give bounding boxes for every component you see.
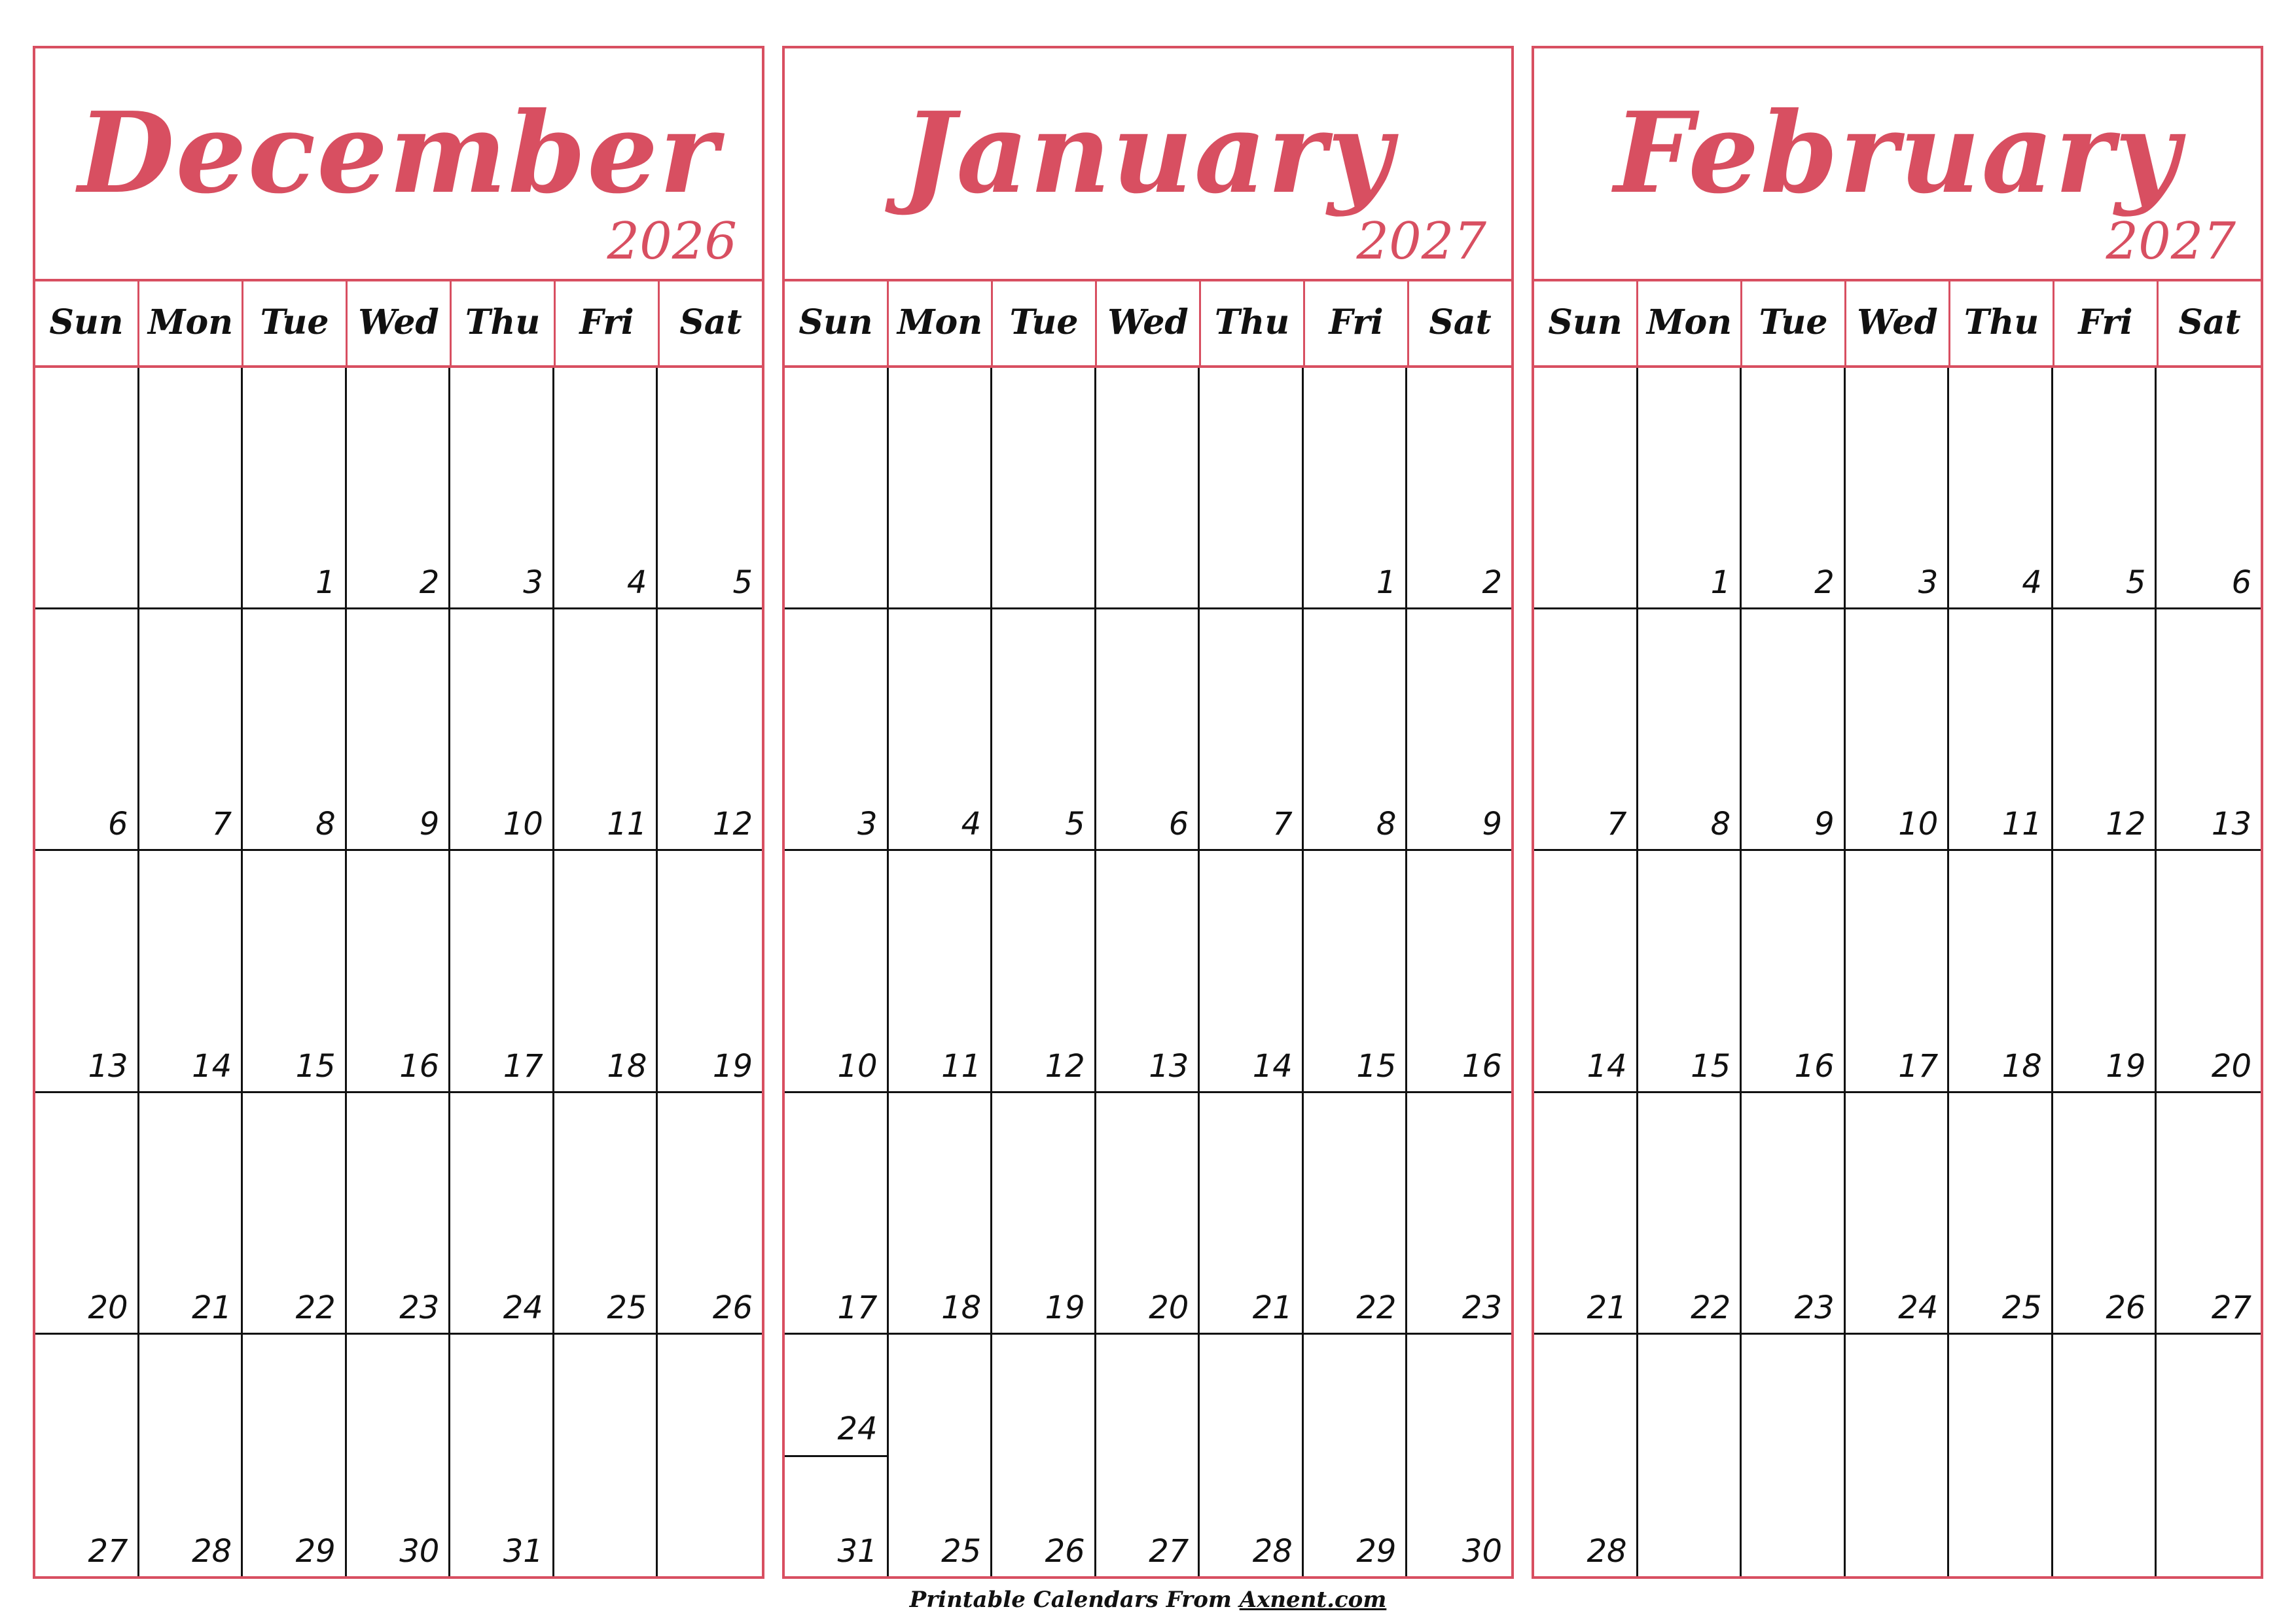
weekday-label: Fri: [2054, 279, 2159, 365]
day-cell: [1534, 1335, 1638, 1576]
day-cell: [347, 851, 451, 1092]
footer-brand-link[interactable]: Axnent.com: [1239, 1587, 1387, 1613]
day-cell: [35, 368, 139, 609]
weekday-label: Mon: [1638, 279, 1742, 365]
weekday-label: Tue: [243, 279, 348, 365]
day-number: 24: [503, 1289, 543, 1326]
day-number: 6: [2231, 564, 2251, 602]
day-cell: [554, 1335, 658, 1576]
split-cell-divider: [785, 1455, 887, 1457]
month-title: February: [1613, 88, 2181, 219]
day-number: 17: [1898, 1047, 1939, 1085]
day-cell: [1096, 851, 1200, 1092]
day-cell: [1304, 1335, 1408, 1576]
weekday-label: Sat: [679, 302, 742, 342]
day-number: 25: [941, 1533, 982, 1570]
day-cell: [1742, 1093, 1846, 1335]
day-cell: [658, 1093, 762, 1335]
day-number: 21: [1252, 1289, 1293, 1326]
day-cell: [889, 368, 993, 609]
day-number: 1: [1376, 564, 1397, 602]
day-number: 25: [607, 1289, 647, 1326]
day-number: 15: [295, 1047, 336, 1085]
day-number: 23: [399, 1289, 440, 1326]
day-number: 30: [1462, 1533, 1502, 1570]
day-cell: [889, 851, 993, 1092]
month-header: [1534, 48, 2261, 281]
day-number: 1: [1710, 564, 1731, 602]
day-cell: [1949, 851, 2053, 1092]
day-cell: [139, 1093, 243, 1335]
day-cell: [1534, 851, 1638, 1092]
day-number: 5: [2125, 564, 2146, 602]
day-number: 23: [1462, 1289, 1502, 1326]
day-cell: [785, 1335, 889, 1576]
day-number: 9: [1482, 806, 1502, 843]
day-cell: [139, 368, 243, 609]
day-grid: [35, 368, 762, 1576]
weekday-label: Sat: [2178, 302, 2241, 342]
day-number: 14: [1252, 1047, 1293, 1085]
day-cell: [2053, 1093, 2157, 1335]
day-number: 8: [315, 806, 336, 843]
day-cell: [1407, 368, 1511, 609]
day-number: 9: [419, 806, 440, 843]
day-number: 11: [2001, 806, 2042, 843]
day-number: 19: [1045, 1289, 1085, 1326]
day-number: 31: [503, 1533, 543, 1570]
day-number: 13: [88, 1047, 128, 1085]
day-number: 25: [2001, 1289, 2042, 1326]
day-cell: [2053, 609, 2157, 851]
day-cell: [1304, 1093, 1408, 1335]
day-cell: [1638, 851, 1742, 1092]
day-cell: [347, 609, 451, 851]
day-number: 21: [192, 1289, 232, 1326]
weekday-label: Thu: [1950, 279, 2054, 365]
day-grid: [785, 368, 1511, 1576]
day-number: 29: [295, 1533, 336, 1570]
day-cell: [889, 609, 993, 851]
day-cell: [658, 609, 762, 851]
day-cell: [992, 368, 1096, 609]
day-number: 26: [2106, 1289, 2146, 1326]
day-number: 8: [1376, 806, 1397, 843]
day-cell: [1407, 609, 1511, 851]
weekday-label: Thu: [452, 279, 556, 365]
day-number: 18: [941, 1289, 982, 1326]
day-number: 11: [941, 1047, 982, 1085]
day-cell: [2053, 851, 2157, 1092]
day-cell: [2157, 851, 2261, 1092]
day-number: 22: [295, 1289, 336, 1326]
day-number: 6: [108, 806, 128, 843]
day-cell: [554, 851, 658, 1092]
day-cell: [1200, 1335, 1304, 1576]
month-panel-december: [33, 46, 764, 1579]
month-title: December: [78, 88, 719, 219]
day-number: 16: [1794, 1047, 1835, 1085]
day-cell: [450, 1093, 554, 1335]
weekday-label: Mon: [889, 279, 993, 365]
day-cell: [243, 368, 347, 609]
day-number: 13: [2211, 806, 2251, 843]
month-panel-january: [782, 46, 1514, 1579]
day-number: 6: [1168, 806, 1189, 843]
day-cell: [1846, 851, 1950, 1092]
day-number: 10: [503, 806, 543, 843]
day-number: 17: [837, 1289, 878, 1326]
month-panel-february: [1532, 46, 2263, 1579]
day-cell: [1949, 1335, 2053, 1576]
day-number: 1: [315, 564, 336, 602]
day-cell: [1742, 368, 1846, 609]
day-number: 10: [1898, 806, 1939, 843]
day-number: 29: [1356, 1533, 1397, 1570]
day-number: 20: [2211, 1047, 2251, 1085]
day-cell: [2053, 1335, 2157, 1576]
day-number: 2: [1814, 564, 1835, 602]
day-number: 22: [1691, 1289, 1731, 1326]
day-cell: [658, 851, 762, 1092]
day-cell: [785, 1093, 889, 1335]
day-cell: [243, 1335, 347, 1576]
month-title: January: [902, 88, 1394, 219]
day-number: 18: [2001, 1047, 2042, 1085]
day-cell: [243, 609, 347, 851]
day-cell: [992, 1335, 1096, 1576]
day-number: 4: [2022, 564, 2042, 602]
day-cell: [889, 1093, 993, 1335]
day-number: 30: [399, 1533, 440, 1570]
day-cell: [347, 1093, 451, 1335]
month-header: [785, 48, 1511, 281]
weekday-label: Sat: [1429, 302, 1492, 342]
weekday-header-row: [35, 279, 762, 368]
day-cell: [139, 1335, 243, 1576]
day-cell: [785, 609, 889, 851]
day-cell: [1638, 1093, 1742, 1335]
day-number: 2: [419, 564, 440, 602]
day-number: 27: [2211, 1289, 2251, 1326]
day-cell: [450, 609, 554, 851]
month-year: 2027: [2106, 212, 2236, 271]
day-cell: [658, 1335, 762, 1576]
day-cell: [347, 1335, 451, 1576]
day-number: 26: [712, 1289, 753, 1326]
day-cell: [1534, 368, 1638, 609]
day-number: 15: [1691, 1047, 1731, 1085]
day-cell: [139, 609, 243, 851]
day-number: 16: [399, 1047, 440, 1085]
day-cell: [35, 1093, 139, 1335]
day-cell: [1200, 1093, 1304, 1335]
day-cell: [1407, 1335, 1511, 1576]
day-number: 12: [1045, 1047, 1085, 1085]
weekday-label: Fri: [1305, 279, 1409, 365]
day-number: 24: [837, 1411, 878, 1448]
day-cell: [554, 368, 658, 609]
day-cell: [1096, 1335, 1200, 1576]
day-cell: [2157, 368, 2261, 609]
day-cell: [1949, 1093, 2053, 1335]
day-cell: [450, 851, 554, 1092]
weekday-label: Thu: [1201, 279, 1305, 365]
day-cell: [1200, 851, 1304, 1092]
day-number: 3: [1918, 564, 1939, 602]
day-cell: [554, 609, 658, 851]
day-number: 5: [732, 564, 753, 602]
day-number: 7: [1607, 806, 1627, 843]
day-cell: [1096, 609, 1200, 851]
day-cell: [1846, 1335, 1950, 1576]
weekday-label: Tue: [1742, 279, 1846, 365]
day-number: 8: [1710, 806, 1731, 843]
day-cell: [450, 368, 554, 609]
day-number: 12: [712, 806, 753, 843]
day-cell: [1304, 368, 1408, 609]
day-cell: [1638, 1335, 1742, 1576]
day-cell: [658, 368, 762, 609]
day-cell: [2157, 609, 2261, 851]
day-number: 14: [1587, 1047, 1627, 1085]
day-cell: [139, 851, 243, 1092]
weekday-label: Mon: [139, 279, 243, 365]
day-number: 4: [626, 564, 647, 602]
day-number: 20: [88, 1289, 128, 1326]
day-cell: [35, 609, 139, 851]
day-cell: [992, 609, 1096, 851]
day-cell: [1096, 368, 1200, 609]
day-number: 3: [523, 564, 543, 602]
day-cell: [2157, 1335, 2261, 1576]
day-number: 24: [1898, 1289, 1939, 1326]
day-number: 19: [712, 1047, 753, 1085]
month-year: 2026: [607, 212, 737, 271]
weekday-label: Wed: [1846, 279, 1950, 365]
day-cell: [1846, 609, 1950, 851]
day-number: 4: [961, 806, 982, 843]
day-cell: [1949, 609, 2053, 851]
weekday-label: Wed: [1097, 279, 1201, 365]
day-number: 20: [1149, 1289, 1189, 1326]
day-number: 31: [837, 1533, 878, 1570]
day-cell: [1096, 1093, 1200, 1335]
day-cell: [347, 368, 451, 609]
day-cell: [992, 1093, 1096, 1335]
day-number: 9: [1814, 806, 1835, 843]
day-number: 22: [1356, 1289, 1397, 1326]
day-grid: [1534, 368, 2261, 1576]
weekday-label: Tue: [993, 279, 1097, 365]
day-number: 13: [1149, 1047, 1189, 1085]
day-cell: [2053, 368, 2157, 609]
day-number: 16: [1462, 1047, 1502, 1085]
day-number: 26: [1045, 1533, 1085, 1570]
day-cell: [785, 851, 889, 1092]
day-cell: [1407, 851, 1511, 1092]
day-number: 28: [1587, 1533, 1627, 1570]
day-cell: [992, 851, 1096, 1092]
weekday-label: Sun: [785, 279, 889, 365]
month-year: 2027: [1356, 212, 1486, 271]
day-cell: [243, 851, 347, 1092]
day-number: 21: [1587, 1289, 1627, 1326]
day-cell: [2157, 1093, 2261, 1335]
day-number: 5: [1065, 806, 1085, 843]
day-cell: [1846, 368, 1950, 609]
day-number: 3: [857, 806, 878, 843]
day-cell: [785, 368, 889, 609]
day-cell: [1742, 851, 1846, 1092]
weekday-label: Sun: [1534, 279, 1638, 365]
day-cell: [450, 1335, 554, 1576]
day-cell: [35, 851, 139, 1092]
weekday-label: Wed: [348, 279, 452, 365]
weekday-label: Fri: [556, 279, 660, 365]
day-number: 27: [1149, 1533, 1189, 1570]
day-cell: [243, 1093, 347, 1335]
day-cell: [889, 1335, 993, 1576]
day-cell: [1742, 1335, 1846, 1576]
day-number: 11: [607, 806, 647, 843]
day-cell: [1638, 368, 1742, 609]
day-cell: [1534, 609, 1638, 851]
day-cell: [1534, 1093, 1638, 1335]
day-number: 7: [211, 806, 232, 843]
day-cell: [1846, 1093, 1950, 1335]
day-number: 23: [1794, 1289, 1835, 1326]
day-number: 10: [837, 1047, 878, 1085]
footer-credit: [0, 1587, 2296, 1613]
day-cell: [1949, 368, 2053, 609]
day-number: 28: [192, 1533, 232, 1570]
day-cell: [1304, 609, 1408, 851]
day-cell: [1638, 609, 1742, 851]
month-header: [35, 48, 762, 281]
day-number: 17: [503, 1047, 543, 1085]
day-number: 12: [2106, 806, 2146, 843]
day-cell: [1742, 609, 1846, 851]
day-number: 14: [192, 1047, 232, 1085]
weekday-header-row: [1534, 279, 2261, 368]
day-number: 19: [2106, 1047, 2146, 1085]
day-number: 7: [1272, 806, 1293, 843]
day-number: 2: [1482, 564, 1502, 602]
weekday-label: Sun: [35, 279, 139, 365]
day-cell: [1304, 851, 1408, 1092]
weekday-header-row: [785, 279, 1511, 368]
day-number: 28: [1252, 1533, 1293, 1570]
day-cell: [1200, 609, 1304, 851]
day-number: 27: [88, 1533, 128, 1570]
footer-prefix: Printable Calendars From: [909, 1587, 1240, 1613]
day-number: 15: [1356, 1047, 1397, 1085]
day-cell: [35, 1335, 139, 1576]
day-cell: [1200, 368, 1304, 609]
day-number: 18: [607, 1047, 647, 1085]
day-cell: [1407, 1093, 1511, 1335]
day-cell: [554, 1093, 658, 1335]
